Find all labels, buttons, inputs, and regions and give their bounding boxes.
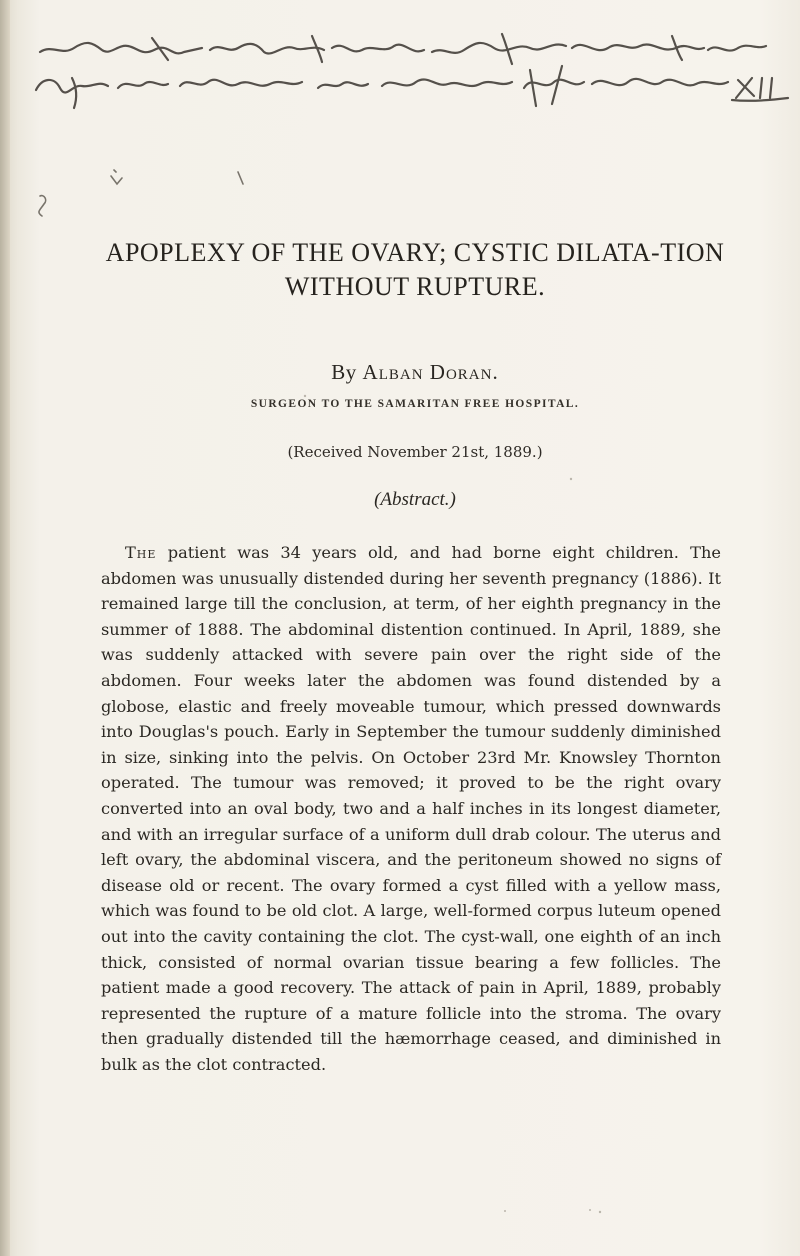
lead-word: The [125,543,157,562]
byline-prefix: By [331,360,357,384]
handwritten-inscription [32,30,792,130]
article-title: APOPLEXY OF THE OVARY; CYSTIC DILATA-TION WITHOUT RUPTURE. [105,238,725,301]
author-name: Alban Doran. [362,360,499,384]
author-affiliation: SURGEON TO THE SAMARITAN FREE HOSPITAL. [250,398,580,410]
abstract-text: patient was 34 years old, and had borne eight children. The abdomen was unusually distended during her seventh pregnancy (1886). It remained large till the conclusion, at term, of her eighth pregnancy in the summer of 1888. The abdominal distention continued. In April, 1889, she was suddenly attacked with severe pain over the right side of the abdomen. Four weeks later the abdomen was found distended by a globose, elastic and freely moveable tumour, which pressed downwards into Douglas's pouch. Early in September the tumour suddenly diminished in size, sinking into the pelvis. On October 23rd Mr. Knowsley Thornton operated. The tumour was removed; it proved to be the right ovary converted into an oval body, two and a half inches in its longest diameter, and with an irregular surface of a uniform dull drab colour. The uterus and left ovary, the abdominal viscera, and the peritoneum showed no signs of disease old or recent. The ovary formed a cyst filled with a yellow mass, which was found to be old clot. A large, well-formed corpus luteum opened out into the cavity containing the clot. The cyst-wall, one eighth of an inch thick, consisted of normal ovarian tissue bearing a few follicles. The patient made a good recovery. The attack of pain in April, 1889, probably represented the rupture of a mature follicle into the stroma. The ovary then gradually distended till the hæmorrhage ceased, and diminished in bulk as the clot contracted. [101,543,721,1074]
byline [70,360,760,385]
received-date: (Received November 21st, 1889.) [287,443,543,461]
abstract-body [101,540,721,1077]
section-label: (Abstract.) [374,489,456,510]
page-binding-shadow [0,0,10,1256]
